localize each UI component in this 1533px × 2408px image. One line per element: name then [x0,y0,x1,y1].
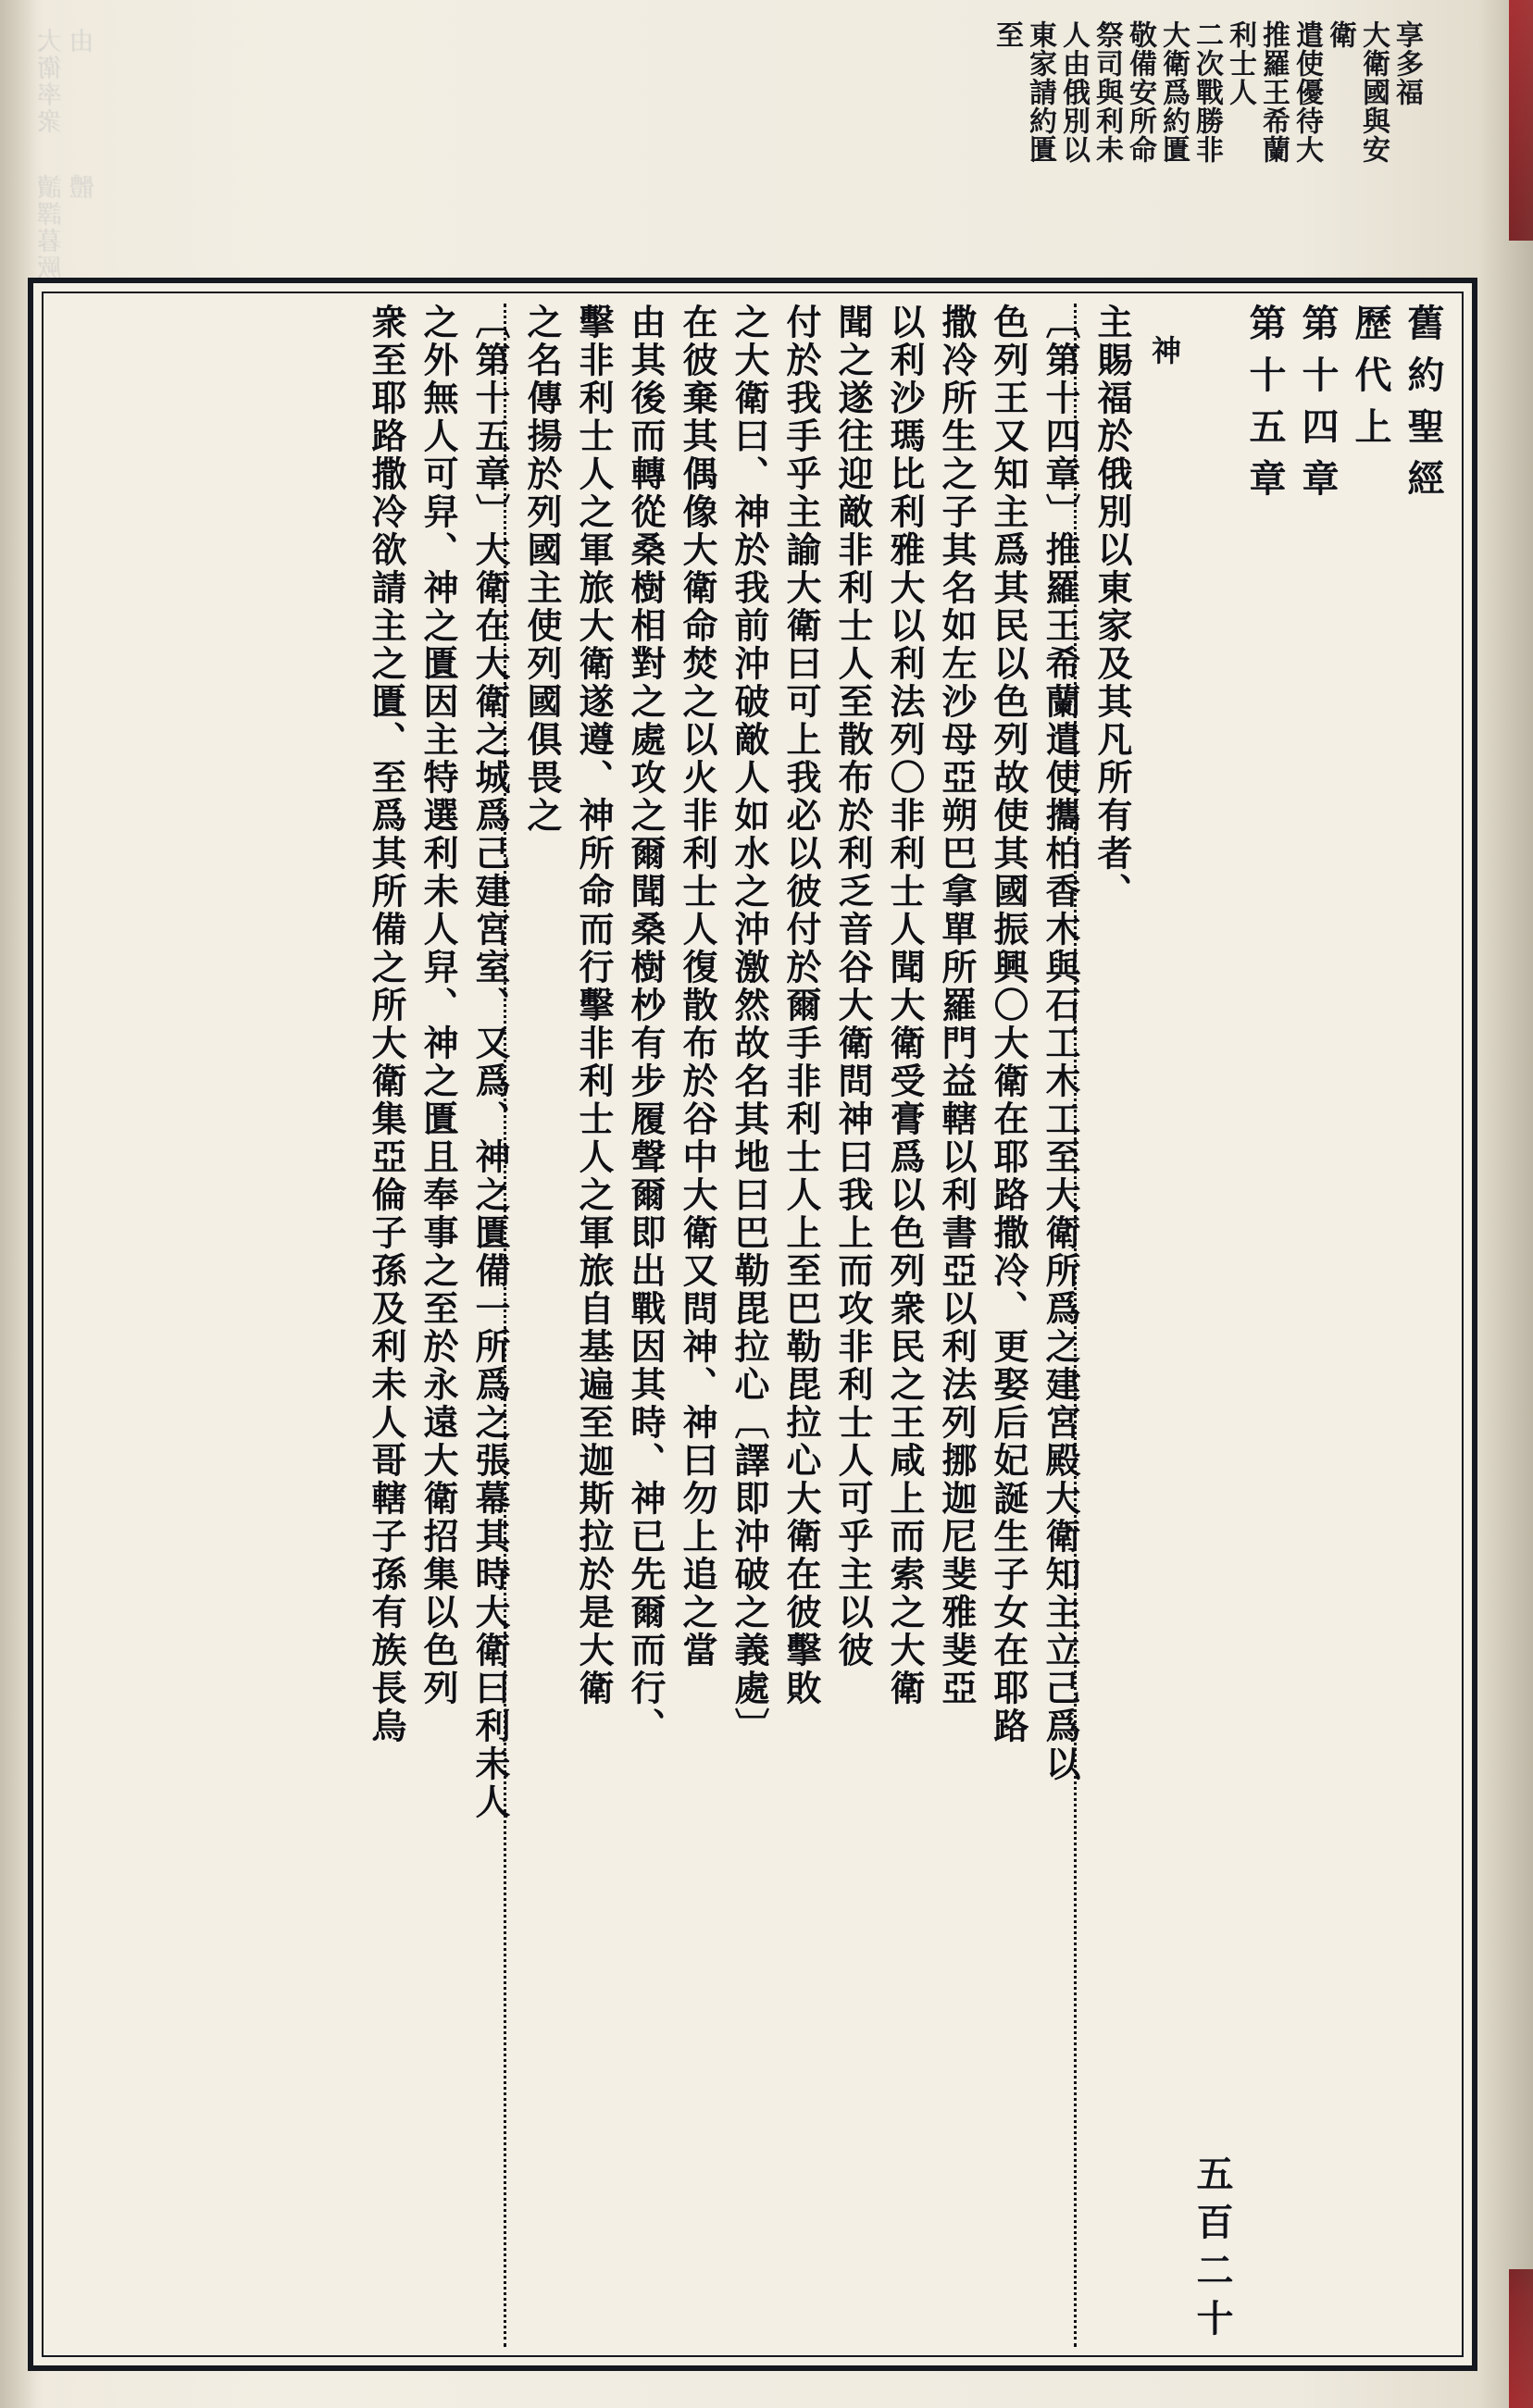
top-margin-column: 祭司與利未 [1091,20,1123,164]
body-column: 撒冷所生之子其名如左沙母亞朔巴拿單所羅門益轄以利書亞以利法列挪迦尼斐雅斐亞 [936,304,977,1707]
page-header [1143,304,1450,2347]
top-margin-column: 東家請約匱 [1024,20,1056,164]
body-column: 主賜福於俄別以東家及其凡所有者、 [1091,304,1132,911]
top-margin-notes [24,20,1422,178]
top-margin-column: 敬備安所命 [1124,20,1156,164]
chapter-label-14: 第十四章 [1296,304,1339,511]
body-column: 聞之遂往迎敵非利士人至散布於利乏音谷大衛問神曰我上而攻非利士人可乎主以彼 [832,304,873,1669]
page-number: 五百二十 [1190,2154,1233,2347]
body-column: 由其後而轉從桑樹相對之處攻之爾聞桑樹杪有步履聲爾即出戰因其時、神已先爾而行、 [625,304,666,1745]
top-margin-column: 大衛爲約匱 [1157,20,1190,164]
document-title: 舊約聖經 [1402,304,1444,511]
body-column: 衆至耶路撒冷欲請主之匱、至爲其所備之所大衛集亞倫子孫及利未人哥轄子孫有族長烏 [366,304,406,1745]
body-column: 以利沙瑪比利雅大以利法列〇非利士人聞大衛受膏爲以色列衆民之王咸上而索之大衛 [884,304,925,1707]
top-margin-column: 利士人 [1224,20,1256,106]
body-column: 擊非利士人之軍旅大衛遂遵、神所命而行擊非利士人之軍旅自基遍至迦斯拉於是大衛 [573,304,614,1707]
top-margin-column: 人由俄別以 [1057,20,1090,164]
top-margin-column: 至 [991,20,1023,49]
body-column: 付於我手乎主諭大衛曰可上我必以彼付於爾手非利士人上至巴勒毘拉心大衛在彼擊敗 [780,304,821,1707]
top-margin-column: 遣使優待大 [1290,20,1323,164]
body-column: 之名傳揚於列國主使列國俱畏之 [521,304,562,835]
top-margin-column: 享多福 [1390,20,1423,106]
chapter-label-15: 第十五章 [1243,304,1286,511]
top-margin-column: 大衛國與安 [1357,20,1390,164]
body-column: 〔第十五章〕大衛在大衛之城爲己建宮室、又爲、神之匱備一所爲之張幕其時大衛曰利未人 [456,304,508,2347]
text-frame [28,278,1477,2371]
body-column: 〔第十四章〕推羅王希蘭遣使攜柏香木與石工木工至大衛所爲之建宮殿大衛知主立己爲以 [1027,304,1078,2347]
book-spine-bottom [1509,2269,1533,2408]
body-column: 之大衛曰、神於我前沖破敵人如水之沖激然故名其地曰巴勒毘拉心〔譯即沖破之義處〕 [729,304,769,1745]
top-margin-column: 衛 [1324,20,1356,49]
book-name: 歷代上 [1349,304,1391,459]
header-tail-glyph: 神 [1147,335,1182,365]
body-text-columns [353,304,1130,2347]
body-column: 在彼棄其偶像大衛命焚之以火非利士人復散布於谷中大衛又問神、神曰勿上追之當 [677,304,717,1669]
page-content [52,304,1453,2347]
book-spine-top [1509,0,1533,241]
body-column: 色列王又知主爲其民以色列故使其國振興〇大衛在耶路撒冷、更娶后妃誕生子女在耶路 [988,304,1028,1745]
body-column: 之外無人可舁、神之匱因主特選利未人舁、神之匱且奉事之至於永遠大衛招集以色列 [418,304,458,1707]
top-margin-column: 二次戰勝非 [1190,20,1223,164]
top-margin-column: 推羅王希蘭 [1257,20,1290,164]
